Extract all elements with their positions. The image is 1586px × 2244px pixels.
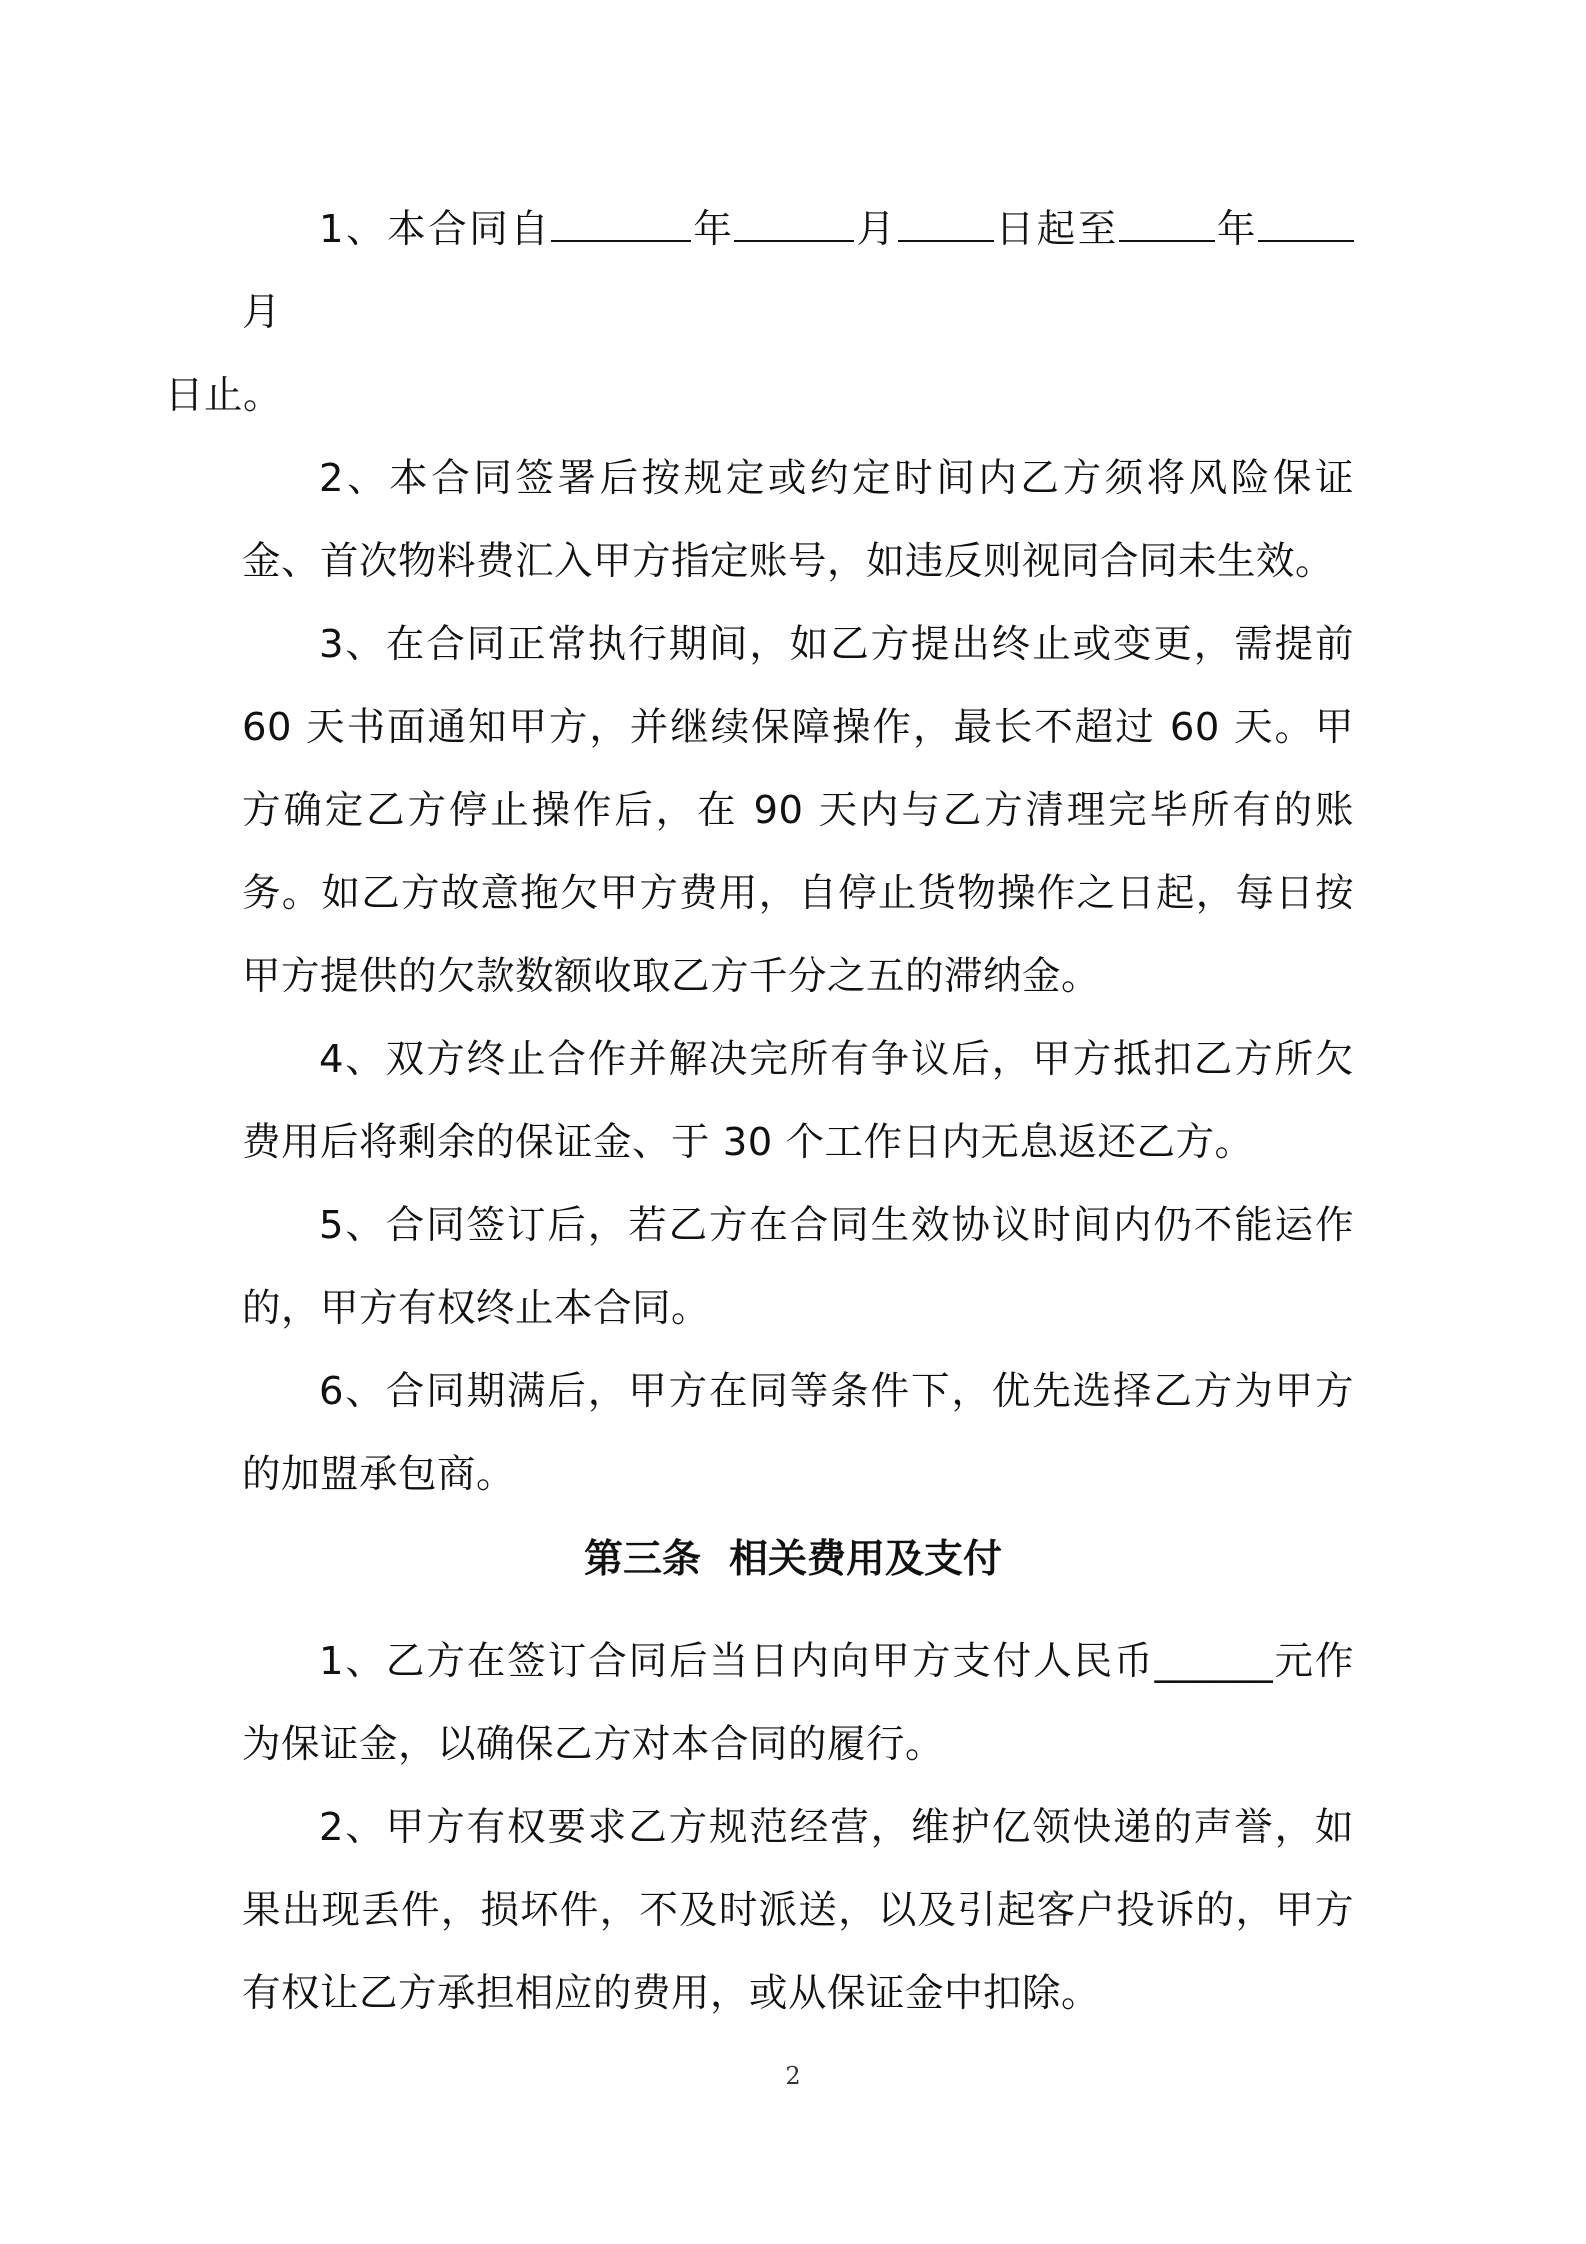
clause-2-3: 3、在合同正常执行期间，如乙方提出终止或变更，需提前 60 天书面通知甲方，并继续保障操作，最长不超过 60 天。甲方确定乙方停止操作后，在 90 天内与乙方清理完毕所有的账务。如乙方故意拖欠甲方费用，自停止货物操作之日起，每日按甲方提供的欠款数额收取乙方千分之五的滞纳金。 (242, 622, 1354, 999)
end-year-blank (1119, 205, 1215, 242)
start-year-blank (551, 205, 691, 242)
end-month-label: 月 (242, 290, 282, 335)
section-3-clauses (242, 1620, 1354, 2035)
section-3-number: 第三条 (583, 1537, 701, 1582)
clause-2-1 (165, 188, 1354, 437)
section-2-clauses (165, 188, 1354, 1516)
end-day-label: 日止。 (165, 373, 283, 418)
year-label: 年 (691, 207, 735, 252)
day-until-label: 日起至 (993, 207, 1119, 252)
clause-3-2: 2、甲方有权要求乙方规范经营，维护亿领快递的声誉，如果出现丢件，损坏件，不及时派送，以及引起客户投诉的，甲方有权让乙方承担相应的费用，或从保证金中扣除。 (242, 1805, 1354, 2016)
section-3-title: 相关费用及支付 (729, 1537, 1003, 1582)
end-year-label: 年 (1214, 207, 1258, 252)
clause-2-5: 5、合同签订后，若乙方在合同生效协议时间内仍不能运作的，甲方有权终止本合同。 (242, 1203, 1354, 1331)
section-3-heading (0, 1518, 1586, 1601)
end-month-blank (1258, 205, 1354, 242)
clause-2-2: 2、本合同签署后按规定或约定时间内乙方须将风险保证金、首次物料费汇入甲方指定账号，如违反则视同合同未生效。 (242, 456, 1354, 584)
month-label: 月 (854, 207, 898, 252)
clause-3-1: 1、乙方在签订合同后当日内向甲方支付人民币______元作为保证金，以确保乙方对本合同的履行。 (242, 1639, 1354, 1767)
clause-2-1-text-start: 1、本合同自 (319, 207, 552, 252)
clause-2-6: 6、合同期满后，甲方在同等条件下，优先选择乙方为甲方的加盟承包商。 (242, 1369, 1354, 1497)
start-day-blank (898, 205, 994, 242)
page-number: 2 (785, 2062, 801, 2090)
clause-2-4: 4、双方终止合作并解决完所有争议后，甲方抵扣乙方所欠费用后将剩余的保证金、于 30 个工作日内无息返还乙方。 (242, 1037, 1354, 1165)
start-month-blank (734, 205, 854, 242)
